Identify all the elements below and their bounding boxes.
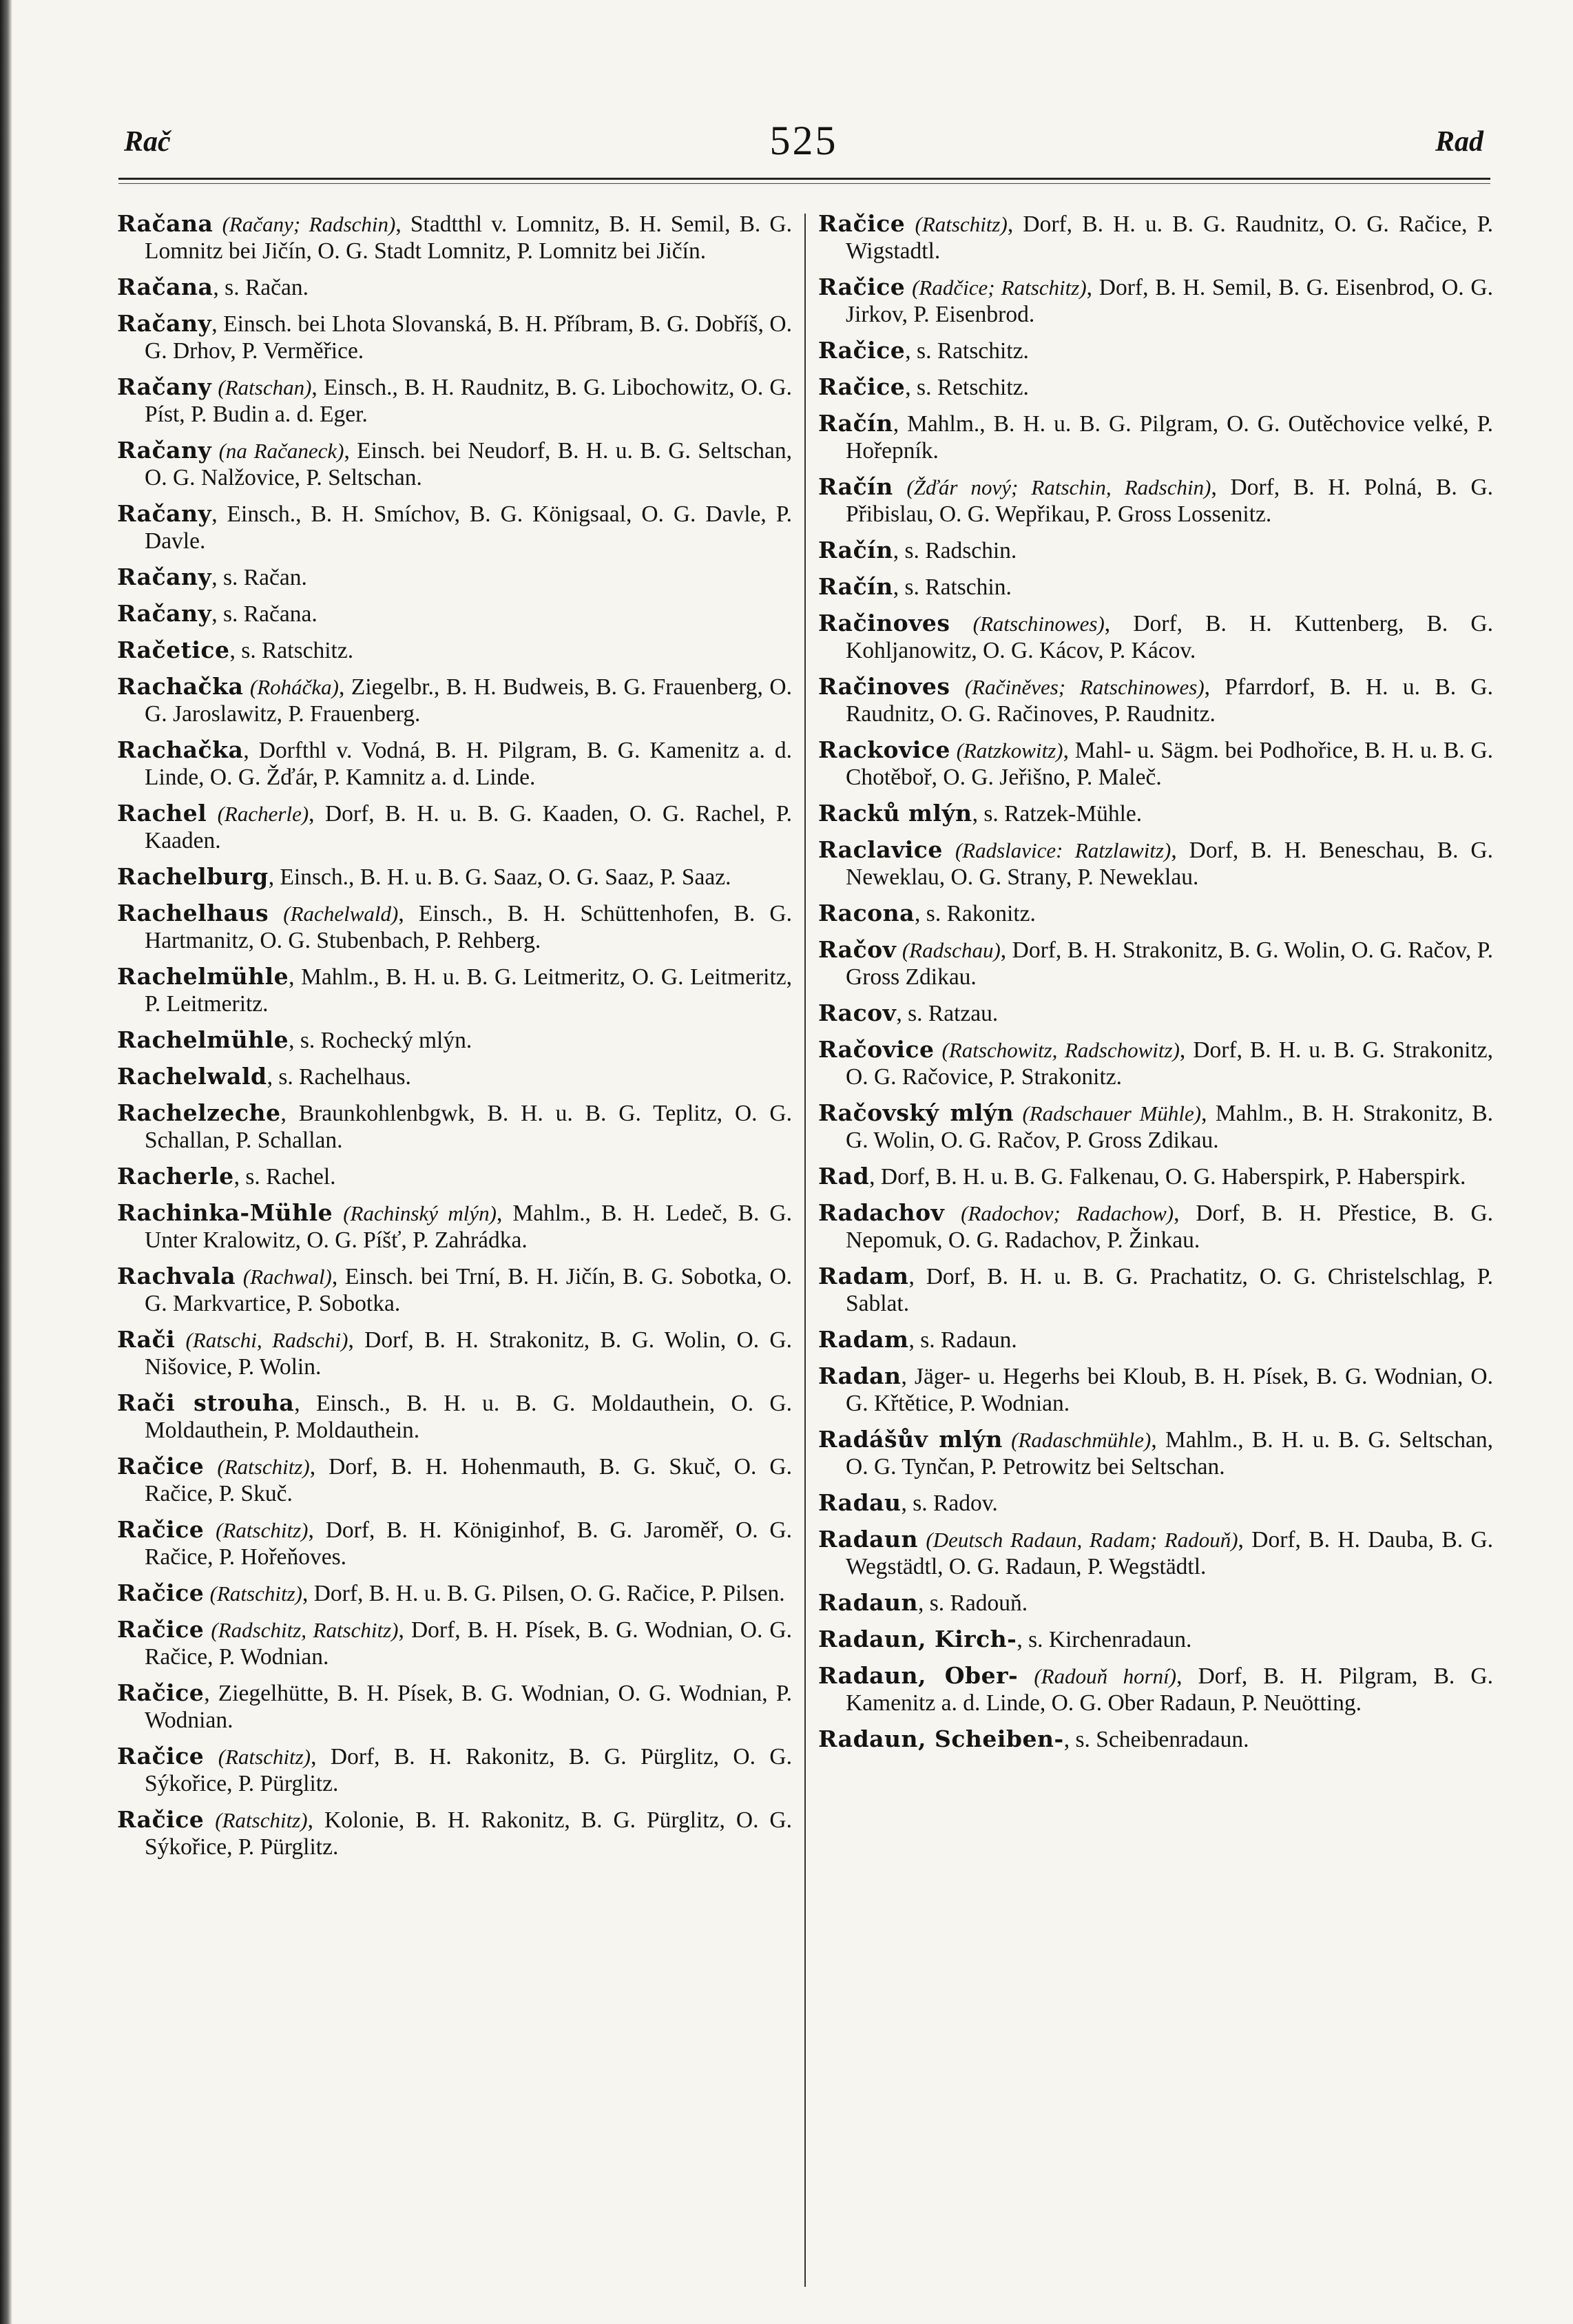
gazetteer-entry [117, 1516, 792, 1570]
gazetteer-entry [117, 1616, 792, 1670]
entry-headword: Radam [818, 1326, 909, 1353]
entry-headword: Rachel [117, 800, 207, 827]
entry-description: , s. Ratschitz. [229, 638, 354, 663]
gazetteer-entry [117, 1806, 792, 1860]
left-column [117, 210, 792, 2290]
entry-headword: Rackovice [818, 736, 950, 763]
entry-alternate-names: (Rachelwald) [283, 902, 399, 926]
entry-alternate-names: (Ratschitz) [209, 1581, 302, 1606]
gazetteer-entry [117, 1263, 792, 1317]
entry-headword: Račany [117, 600, 212, 627]
gazetteer-entry [818, 1526, 1493, 1580]
entry-headword: Račice [818, 273, 906, 300]
entry-headword: Radaun, Kirch- [818, 1626, 1017, 1652]
gazetteer-entry [117, 310, 792, 364]
entry-headword: Rachačka [117, 673, 244, 700]
entry-description: , Dorf, B. H. u. B. G. Pilsen, O. G. Račice, P. Pilsen. [302, 1581, 785, 1606]
entry-description: , Dorf, B. H. Pilgram, B. G. Kamenitz a. d. Linde, O. G. Ober Radaun, P. Neuötting. [846, 1663, 1493, 1716]
entry-headword: Radaun, Scheiben- [818, 1725, 1064, 1752]
entry-alternate-names: (Radouň horní) [1034, 1664, 1177, 1688]
entry-headword: Račov [818, 936, 897, 963]
entry-description: , Dorf, B. H. Semil, B. G. Eisenbrod, O. G. Jirkov, P. Eisenbrod. [846, 275, 1494, 327]
entry-description: , Dorf, B. H. Písek, B. G. Wodnian, O. G. Račice, P. Wodnian. [145, 1617, 792, 1670]
entry-description: , Dorf, B. H. u. B. G. Raudnitz, O. G. Račice, P. Wigstadtl. [846, 211, 1493, 264]
entry-description: , Mahlm., B. H. Ledeč, B. G. Unter Kralowitz, O. G. Píšť, P. Zahrádka. [145, 1201, 792, 1253]
entry-headword: Radaun, Ober- [818, 1662, 1019, 1689]
entry-headword: Rachačka [117, 736, 244, 763]
gazetteer-entry [818, 610, 1493, 664]
entry-headword: Račice [117, 1453, 205, 1480]
right-column [818, 210, 1493, 2290]
gazetteer-entry [818, 1426, 1493, 1480]
gazetteer-entry [818, 1199, 1493, 1254]
entry-headword: Račice [117, 1616, 205, 1643]
gazetteer-entry [117, 1199, 792, 1254]
gazetteer-entry [818, 1489, 1493, 1517]
gazetteer-entry [818, 1662, 1493, 1716]
entry-headword: Račany [117, 310, 212, 337]
entry-headword: Radaun [818, 1589, 919, 1616]
entry-alternate-names: (Radaschmühle) [1011, 1428, 1152, 1452]
entry-description: , Mahlm., B. H. u. B. G. Pilgram, O. G. Outěchovice velké, P. Hořepník. [846, 411, 1493, 464]
gazetteer-entry [117, 1163, 792, 1190]
entry-description: , Dorf, B. H. Přestice, B. G. Nepomuk, O. G. Radachov, P. Žinkau. [846, 1201, 1494, 1253]
entry-description: , Jäger- u. Hegerhs bei Kloub, B. H. Písek, B. G. Wodnian, O. G. Křtětice, P. Wodnian. [846, 1364, 1493, 1416]
entry-headword: Radášův mlýn [818, 1426, 1003, 1453]
entry-headword: Rachelhaus [117, 900, 269, 926]
entry-alternate-names: (Ratschowitz, Radschowitz) [941, 1038, 1180, 1062]
gazetteer-entry [117, 1326, 792, 1380]
entry-headword: Racků mlýn [818, 800, 972, 827]
header-right-keyword: Rad [1435, 126, 1483, 158]
entry-description: , Einsch., B. H. Smíchov, B. G. Königsaal, O. G. Davle, P. Davle. [145, 501, 792, 554]
entry-alternate-names: (Ratschitz) [915, 212, 1008, 236]
entry-headword: Racherle [117, 1163, 234, 1190]
entry-description: , Dorfthl v. Vodná, B. H. Pilgram, B. G. Kamenitz a. d. Linde, O. G. Žďár, P. Kamnitz a. d. Linde. [145, 738, 792, 790]
entry-description: , s. Rachel. [233, 1164, 336, 1190]
gazetteer-entry [818, 1589, 1493, 1617]
entry-description: , s. Rochecký mlýn. [289, 1028, 472, 1053]
gazetteer-entry [818, 1626, 1493, 1653]
entry-alternate-names: (Račany; Radschin) [222, 212, 396, 236]
entry-alternate-names: (Ratschinowes) [972, 612, 1105, 636]
entry-headword: Raclavice [818, 836, 943, 863]
entry-alternate-names: (Radschau) [902, 938, 1001, 962]
entry-description: , Dorf, B. H. Kuttenberg, B. G. Kohljanowitz, O. G. Kácov, P. Kácov. [846, 611, 1493, 663]
entry-description: , Dorf, B. H. u. B. G. Falkenau, O. G. Haberspirk, P. Haberspirk. [869, 1164, 1466, 1190]
entry-headword: Rachelwald [117, 1063, 267, 1090]
gazetteer-entry [117, 210, 792, 264]
entry-description: , Mahlm., B. H. Strakonitz, B. G. Wolin, O. G. Račov, P. Gross Zdikau. [846, 1101, 1493, 1153]
entry-headword: Rachinka-Mühle [117, 1199, 333, 1226]
entry-headword: Radan [818, 1362, 902, 1389]
entry-headword: Račín [818, 410, 893, 437]
entry-description: , Dorf, B. H. Polná, B. G. Přibislau, O. G. Wepřikau, P. Gross Lossenitz. [846, 475, 1494, 527]
entry-description: , Einsch., B. H. Schüttenhofen, B. G. Hartmanitz, O. G. Stubenbach, P. Rehberg. [145, 901, 792, 953]
entry-description: , Einsch. bei Trní, B. H. Jičín, B. G. Sobotka, O. G. Markvartice, P. Sobotka. [145, 1264, 793, 1316]
entry-alternate-names: (Ratschitz) [218, 1745, 311, 1769]
gazetteer-entry [117, 1453, 792, 1507]
entry-headword: Račín [818, 473, 893, 500]
entry-description: , Dorf, B. H. Strakonitz, B. G. Wolin, O. G. Račov, P. Gross Zdikau. [846, 937, 1494, 990]
gazetteer-entry [818, 273, 1493, 328]
entry-alternate-names: (Ratschitz) [215, 1808, 308, 1832]
entry-headword: Račice [117, 1516, 205, 1543]
entry-description: , s. Ratzau. [896, 1001, 999, 1026]
entry-description: , s. Scheibenradaun. [1063, 1727, 1249, 1752]
entry-description: , Ziegelbr., B. H. Budweis, B. G. Frauenberg, O. G. Jaroslawitz, P. Frauenberg. [145, 674, 793, 727]
gazetteer-entry [117, 563, 792, 591]
entry-description: , Einsch. bei Lhota Slovanská, B. H. Příbram, B. G. Dobříš, O. G. Drhov, P. Verměřice. [145, 311, 792, 364]
gazetteer-entry [818, 1326, 1493, 1353]
page-number: 525 [769, 118, 838, 163]
entry-headword: Račice [117, 1579, 205, 1606]
entry-headword: Račana [117, 210, 213, 237]
header-left-keyword: Rač [124, 126, 171, 158]
gazetteer-entry [818, 1263, 1493, 1317]
entry-description: , Einsch., B. H. u. B. G. Moldauthein, O. G. Moldauthein, P. Moldauthein. [145, 1391, 792, 1443]
gazetteer-entry [117, 673, 792, 727]
entry-description: , s. Rachelhaus. [267, 1064, 411, 1090]
entry-headword: Rachvala [117, 1263, 236, 1289]
entry-headword: Rad [818, 1163, 870, 1190]
entry-headword: Racov [818, 999, 897, 1026]
entry-headword: Rači strouha [117, 1389, 295, 1416]
entry-description: , Dorf, B. H. Hohenmauth, B. G. Skuč, O. G. Račice, P. Skuč. [145, 1454, 792, 1506]
gazetteer-entry [117, 373, 792, 428]
gazetteer-entry [117, 1743, 792, 1797]
gazetteer-entry [818, 573, 1493, 601]
entry-description: , s. Radaun. [908, 1327, 1017, 1353]
entry-description: , Ziegelhütte, B. H. Písek, B. G. Wodnian, O. G. Wodnian, P. Wodnian. [145, 1681, 792, 1733]
gazetteer-entry [117, 863, 792, 891]
entry-headword: Račany [117, 437, 212, 464]
entry-headword: Radaun [818, 1526, 919, 1553]
entry-description: , Dorf, B. H. u. B. G. Strakonitz, O. G. Račovice, P. Strakonitz. [846, 1037, 1493, 1090]
gazetteer-entry [818, 537, 1493, 564]
entry-alternate-names: (Radslavice: Ratzlawitz) [955, 838, 1171, 862]
entry-headword: Račinoves [818, 673, 950, 700]
page-edge-shadow [0, 0, 12, 2324]
entry-alternate-names: (Deutsch Radaun, Radam; Radouň) [926, 1528, 1238, 1552]
gazetteer-entry [818, 473, 1493, 528]
gazetteer-entry [818, 210, 1493, 264]
column-divider [804, 214, 806, 2287]
gazetteer-entry [117, 1063, 792, 1090]
entry-headword: Račany [117, 500, 212, 527]
entry-description: , s. Radov. [901, 1491, 998, 1516]
entry-description: , Kolonie, B. H. Rakonitz, B. G. Pürglitz, O. G. Sýkořice, P. Pürglitz. [145, 1807, 792, 1860]
entry-headword: Racona [818, 900, 915, 926]
entry-alternate-names: (Rachwal) [242, 1265, 332, 1289]
entry-headword: Račinoves [818, 610, 950, 636]
gazetteer-entry [117, 1579, 792, 1607]
entry-description: , Stadtthl v. Lomnitz, B. H. Semil, B. G. Lomnitz bei Jičín, O. G. Stadt Lomnitz, P. Lomnitz bei Jičín. [145, 211, 793, 264]
entry-headword: Račice [117, 1806, 205, 1833]
entry-headword: Radachov [818, 1199, 945, 1226]
entry-alternate-names: (Ratschi, Radschi) [185, 1328, 348, 1352]
entry-alternate-names: (Ratschitz) [217, 1455, 310, 1479]
entry-description: , Dorf, B. H. Dauba, B. G. Wegstädtl, O. G. Radaun, P. Wegstädtl. [846, 1527, 1494, 1579]
entry-alternate-names: (Radschitz, Ratschitz) [211, 1618, 399, 1642]
gazetteer-entry [117, 600, 792, 627]
entry-headword: Račana [117, 273, 213, 300]
entry-description: , s. Račan. [213, 275, 309, 300]
entry-description: , Einsch. bei Neudorf, B. H. u. B. G. Seltschan, O. G. Nalžovice, P. Seltschan. [145, 438, 792, 490]
gazetteer-entry [818, 1362, 1493, 1417]
entry-alternate-names: (na Račaneck) [218, 439, 344, 463]
gazetteer-entry [818, 1725, 1493, 1753]
entry-headword: Rachelburg [117, 863, 269, 890]
gazetteer-entry [818, 936, 1493, 990]
entry-description: , Dorf, B. H. u. B. G. Prachatitz, O. G. Christelschlag, P. Sablat. [846, 1264, 1493, 1316]
entry-headword: Račice [117, 1679, 205, 1706]
gazetteer-entry [117, 963, 792, 1017]
entry-description: , s. Kirchenradaun. [1017, 1627, 1192, 1652]
entry-description: , s. Radschin. [893, 538, 1017, 563]
entry-description: , Dorf, B. H. u. B. G. Kaaden, O. G. Rachel, P. Kaaden. [145, 801, 792, 853]
entry-description: , s. Ratzek-Mühle. [972, 801, 1143, 827]
entry-description: , s. Račan. [211, 565, 307, 590]
entry-description: , Mahlm., B. H. u. B. G. Leitmeritz, O. G. Leitmeritz, P. Leitmeritz. [145, 964, 792, 1017]
entry-headword: Račovice [818, 1036, 935, 1063]
gazetteer-entry [818, 900, 1493, 927]
gazetteer-entry [117, 500, 792, 554]
gazetteer-entry [818, 1163, 1493, 1190]
gazetteer-entry [818, 736, 1493, 791]
entry-alternate-names: (Radochov; Radachow) [961, 1201, 1174, 1225]
entry-alternate-names: (Ratschan) [218, 375, 312, 400]
gazetteer-entry [117, 273, 792, 301]
entry-headword: Račetice [117, 636, 230, 663]
entry-description: , Mahl- u. Sägm. bei Podhořice, B. H. u. B. G. Chotěboř, O. G. Jeřišno, P. Maleč. [846, 738, 1494, 790]
entry-headword: Radam [818, 1263, 909, 1289]
gazetteer-entry [818, 836, 1493, 891]
entry-headword: Račice [818, 337, 906, 364]
gazetteer-entry [117, 1679, 792, 1734]
entry-description: , Mahlm., B. H. u. B. G. Seltschan, O. G. Tynčan, P. Petrowitz bei Seltschan. [846, 1427, 1493, 1480]
entry-alternate-names: (Roháčka) [249, 675, 340, 699]
entry-headword: Rači [117, 1326, 176, 1353]
entry-description: , Einsch., B. H. u. B. G. Saaz, O. G. Saaz, P. Saaz. [268, 864, 731, 890]
entry-headword: Radau [818, 1489, 902, 1516]
entry-alternate-names: (Racherle) [217, 802, 309, 826]
entry-headword: Račice [818, 373, 906, 400]
entry-headword: Račovský mlýn [818, 1099, 1014, 1126]
entry-description: , s. Ratschitz. [905, 338, 1029, 364]
entry-headword: Rachelmühle [117, 963, 289, 990]
entry-headword: Račice [818, 210, 906, 237]
entry-description: , s. Radouň. [918, 1590, 1028, 1616]
gazetteer-entry [818, 373, 1493, 401]
gazetteer-entry [818, 410, 1493, 464]
gazetteer-entry [818, 673, 1493, 727]
entry-alternate-names: (Račiněves; Ratschinowes) [964, 675, 1205, 699]
entry-description: , s. Račana. [211, 601, 317, 627]
entry-headword: Račice [117, 1743, 205, 1770]
page-header [117, 117, 1490, 172]
gazetteer-entry [117, 437, 792, 491]
gazetteer-entry [818, 1099, 1493, 1154]
gazetteer-entry [117, 1026, 792, 1054]
gazetteer-entry [117, 900, 792, 954]
gazetteer-entry [818, 800, 1493, 827]
entry-headword: Račany [117, 563, 212, 590]
gazetteer-entry [117, 1099, 792, 1154]
gazetteer-entry [117, 1389, 792, 1444]
gazetteer-entry [818, 337, 1493, 364]
gazetteer-entry [117, 736, 792, 791]
entry-headword: Račín [818, 573, 893, 600]
entry-headword: Rachelzeche [117, 1099, 281, 1126]
gazetteer-entry [818, 999, 1493, 1027]
entry-description: , Pfarrdorf, B. H. u. B. G. Raudnitz, O. G. Račinoves, P. Raudnitz. [846, 674, 1494, 727]
entry-description: , Dorf, B. H. Beneschau, B. G. Neweklau, O. G. Strany, P. Neweklau. [846, 838, 1493, 890]
gazetteer-entry [117, 636, 792, 664]
entry-description: , Einsch., B. H. Raudnitz, B. G. Libochowitz, O. G. Píst, P. Budin a. d. Eger. [145, 375, 792, 427]
entry-alternate-names: (Rachinský mlýn) [343, 1201, 497, 1225]
entry-description: , s. Ratschin. [893, 574, 1012, 600]
entry-headword: Rachelmühle [117, 1026, 289, 1053]
entry-description: , Braunkohlenbgwk, B. H. u. B. G. Teplitz, O. G. Schallan, P. Schallan. [145, 1101, 792, 1153]
entry-description: , Dorf, B. H. Königinhof, B. G. Jaroměř, O. G. Račice, P. Hořeňoves. [145, 1517, 792, 1570]
gazetteer-entry [117, 800, 792, 854]
entry-alternate-names: (Ratschitz) [216, 1518, 309, 1542]
entry-description: , Dorf, B. H. Strakonitz, B. G. Wolin, O. G. Nišovice, P. Wolin. [145, 1327, 792, 1380]
entry-alternate-names: (Ratzkowitz) [956, 738, 1063, 762]
gazetteer-entry [818, 1036, 1493, 1090]
entry-description: , s. Retschitz. [905, 375, 1029, 400]
header-rule-thin [118, 183, 1490, 184]
entry-alternate-names: (Radčice; Ratschitz) [912, 276, 1087, 300]
header-rule-thick [118, 178, 1490, 180]
entry-description: , s. Rakonitz. [915, 901, 1036, 926]
entry-alternate-names: (Radschauer Mühle) [1022, 1101, 1202, 1125]
entry-alternate-names: (Žďár nový; Ratschin, Radschin) [906, 475, 1211, 499]
entry-headword: Račín [818, 537, 893, 563]
entry-headword: Račany [117, 373, 212, 400]
entry-description: , Dorf, B. H. Rakonitz, B. G. Pürglitz, O. G. Sýkořice, P. Pürglitz. [145, 1744, 792, 1796]
